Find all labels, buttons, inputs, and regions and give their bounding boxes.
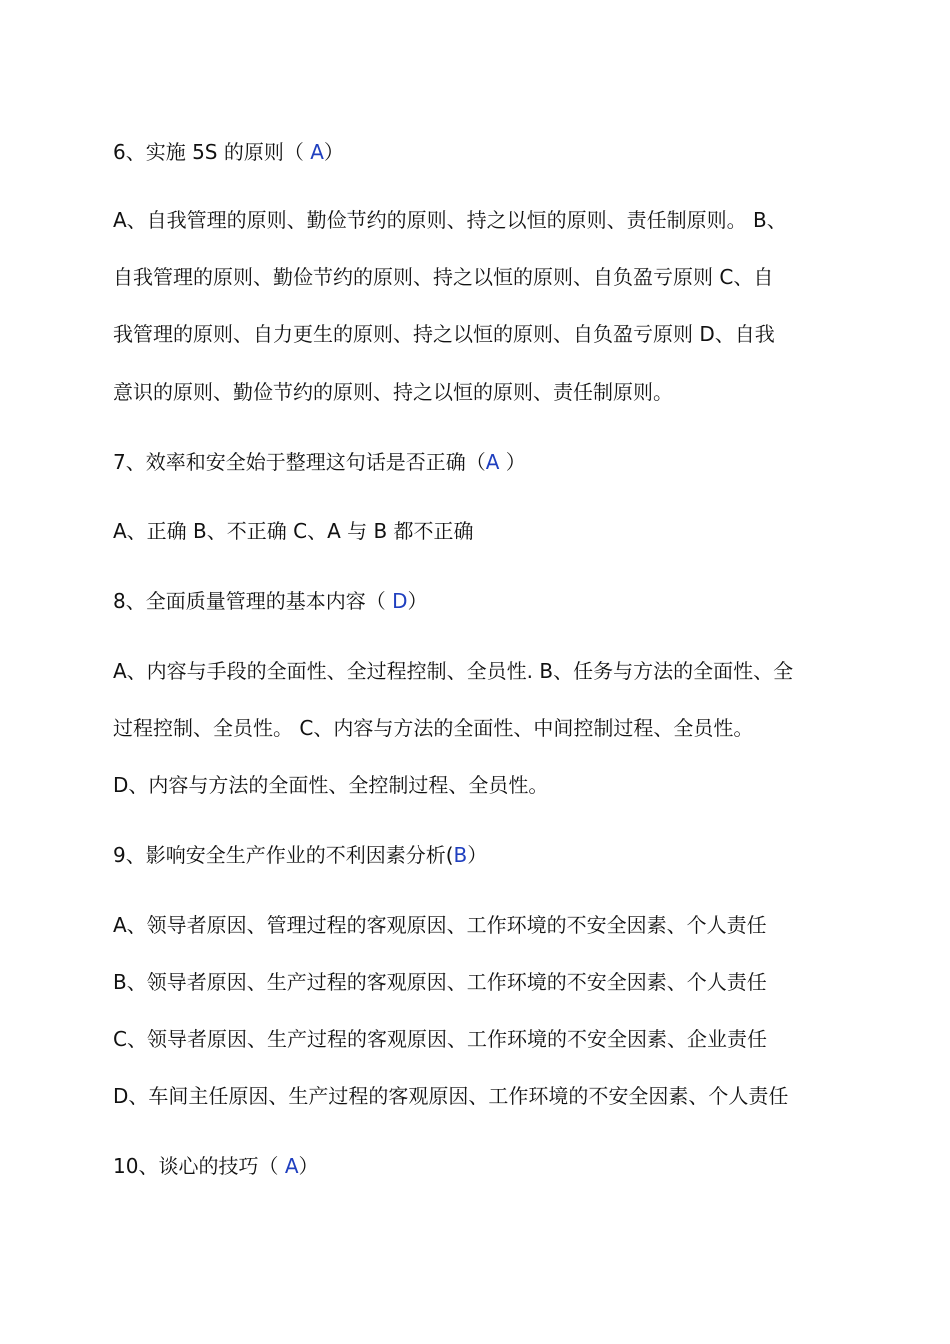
question-8-options-line-1: [113, 657, 793, 685]
line-text: 过程控制、全员性。 C、内容与方法的全面性、中间控制过程、全员性。: [113, 716, 754, 740]
question-6-options-line-2: [113, 263, 773, 291]
line-text: ）: [467, 843, 488, 867]
line-text: A、自我管理的原则、勤俭节约的原则、持之以恒的原则、责任制原则。 B、: [113, 208, 787, 232]
answer-letter: A: [485, 450, 500, 474]
question-9-option-b: [113, 968, 767, 996]
answer-letter: A: [284, 1154, 299, 1178]
answer-letter: D: [392, 589, 408, 613]
line-text: 自我管理的原则、勤俭节约的原则、持之以恒的原则、自负盈亏原则 C、自: [113, 265, 774, 289]
line-text: A、内容与手段的全面性、全过程控制、全员性. B、任务与方法的全面性、全: [113, 659, 794, 683]
line-text: 6、实施 5S 的原则（: [113, 140, 311, 164]
line-text: 10、谈心的技巧（: [113, 1154, 285, 1178]
question-6-options-line-1: [113, 206, 787, 234]
answer-letter: A: [310, 140, 324, 164]
question-6-options-line-4: [113, 378, 673, 406]
line-text: ）: [499, 450, 526, 474]
question-9-option-c: [113, 1025, 767, 1053]
question-8-title: [113, 587, 428, 615]
question-7-options: [113, 517, 474, 545]
line-text: 8、全面质量管理的基本内容（: [113, 589, 393, 613]
line-text: 9、影响安全生产作业的不利因素分析(: [113, 843, 454, 867]
question-7-title: [113, 448, 526, 476]
line-text: A、正确 B、不正确 C、A 与 B 都不正确: [113, 519, 474, 543]
question-6-options-line-3: [113, 320, 775, 348]
line-text: A、领导者原因、管理过程的客观原因、工作环境的不安全因素、个人责任: [113, 913, 767, 937]
question-8-options-line-3: [113, 771, 548, 799]
question-10-title: [113, 1152, 319, 1180]
line-text: 7、效率和安全始于整理这句话是否正确（: [113, 450, 486, 474]
question-6-title: [113, 138, 344, 166]
line-text: D、内容与方法的全面性、全控制过程、全员性。: [113, 773, 549, 797]
answer-letter: B: [453, 843, 468, 867]
question-9-option-a: [113, 911, 767, 939]
question-8-options-line-2: [113, 714, 753, 742]
question-9-title: [113, 841, 487, 869]
line-text: C、领导者原因、生产过程的客观原因、工作环境的不安全因素、企业责任: [113, 1027, 767, 1051]
line-text: 意识的原则、勤俭节约的原则、持之以恒的原则、责任制原则。: [113, 380, 673, 404]
line-text: 我管理的原则、自力更生的原则、持之以恒的原则、自负盈亏原则 D、自我: [113, 322, 775, 346]
line-text: ）: [298, 1154, 319, 1178]
line-text: ）: [407, 589, 428, 613]
line-text: B、领导者原因、生产过程的客观原因、工作环境的不安全因素、个人责任: [113, 970, 767, 994]
question-9-option-d: [113, 1082, 788, 1110]
line-text: D、车间主任原因、生产过程的客观原因、工作环境的不安全因素、个人责任: [113, 1084, 789, 1108]
line-text: ）: [323, 140, 344, 164]
